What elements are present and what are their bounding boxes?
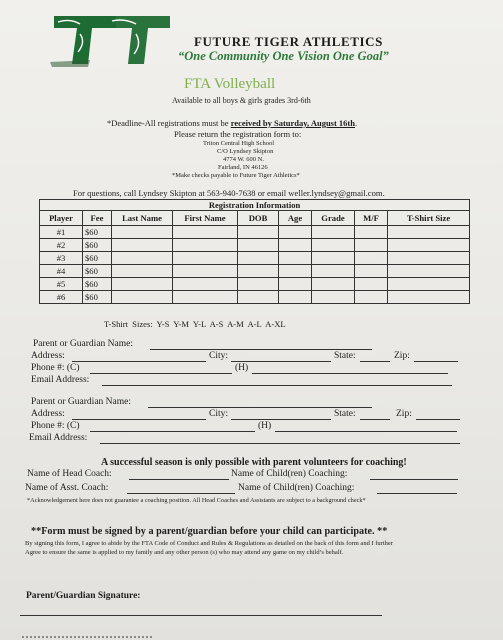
age-cell[interactable]	[279, 265, 312, 278]
guardian1-name-label: Parent or Guardian Name:	[33, 339, 133, 349]
table-row	[40, 265, 470, 278]
first-name-cell[interactable]	[173, 226, 238, 239]
player-number: #3	[40, 252, 83, 265]
guardian1-city-label: City:	[209, 351, 229, 361]
age-cell[interactable]	[279, 226, 312, 239]
column-header: Last Name	[112, 211, 173, 226]
asst-coach-field[interactable]	[127, 493, 235, 494]
guardian1-name-field[interactable]	[150, 349, 372, 350]
column-header: DOB	[238, 211, 279, 226]
player-number: #1	[40, 226, 83, 239]
age-cell[interactable]	[279, 291, 312, 304]
slogan: “One Community One Vision One Goal”	[178, 49, 389, 63]
dob-cell[interactable]	[238, 265, 279, 278]
last-name-cell[interactable]	[112, 291, 173, 304]
last-name-cell[interactable]	[112, 252, 173, 265]
event-title: FTA Volleyball	[184, 76, 276, 92]
column-header: T-Shirt Size	[388, 211, 470, 226]
address-line: C/O Lyndsey Skipton	[217, 148, 274, 155]
guardian1-state-field[interactable]	[360, 361, 390, 362]
guardian1-zip-label: Zip:	[394, 351, 410, 361]
player-fee: $60	[83, 291, 112, 304]
tshirt-size-cell[interactable]	[388, 226, 470, 239]
player-fee: $60	[83, 226, 112, 239]
availability-note: Available to all boys & girls grades 3rd-6th	[172, 96, 311, 105]
guardian1-state-label: State:	[334, 351, 356, 361]
grade-cell[interactable]	[312, 226, 355, 239]
guardian2-address-field[interactable]	[72, 419, 206, 420]
tshirt-size-options: T-Shirt Sizes: Y-S Y-M Y-L A-S A-M A-L A-XL	[104, 319, 286, 329]
guardian2-zip-label: Zip:	[396, 409, 412, 419]
address-line: 4774 W. 600 N.	[223, 156, 264, 163]
tshirt-size-cell[interactable]	[388, 291, 470, 304]
tshirt-size-cell[interactable]	[388, 252, 470, 265]
gender-cell[interactable]	[355, 239, 388, 252]
column-header: Grade	[312, 211, 355, 226]
last-name-cell[interactable]	[112, 278, 173, 291]
guardian2-city-label: City:	[209, 409, 229, 419]
deadline-notice	[107, 118, 357, 128]
grade-cell[interactable]	[312, 265, 355, 278]
guardian2-state-label: State:	[334, 409, 356, 419]
address-line: *Make checks payable to Future Tiger Athletics*	[172, 172, 300, 179]
guardian2-home-phone-field[interactable]	[275, 431, 457, 432]
guardian1-address-label: Address:	[31, 351, 65, 361]
last-name-cell[interactable]	[112, 226, 173, 239]
table-row	[40, 252, 470, 265]
age-cell[interactable]	[279, 278, 312, 291]
guardian1-phone-home-label: (H)	[235, 363, 249, 373]
deadline-suffix: .	[355, 118, 358, 128]
guardian1-email-field[interactable]	[102, 385, 452, 386]
first-name-cell[interactable]	[173, 291, 238, 304]
dob-cell[interactable]	[238, 226, 279, 239]
column-header: M/F	[355, 211, 388, 226]
table-row	[40, 291, 470, 304]
grade-cell[interactable]	[312, 278, 355, 291]
head-coach-field[interactable]	[129, 479, 229, 480]
registration-table-title: Registration Information	[40, 200, 470, 211]
partial-next-line	[22, 636, 152, 638]
dob-cell[interactable]	[238, 291, 279, 304]
guardian2-email-field[interactable]	[100, 443, 460, 444]
guardian2-zip-field[interactable]	[416, 419, 460, 420]
gender-cell[interactable]	[355, 226, 388, 239]
guardian1-email-label: Email Address:	[31, 375, 90, 385]
first-name-cell[interactable]	[173, 252, 238, 265]
head-coach-children-field[interactable]	[370, 479, 458, 480]
address-line: Fairland, IN 46126	[218, 164, 268, 171]
player-number: #6	[40, 291, 83, 304]
first-name-cell[interactable]	[173, 265, 238, 278]
table-row	[40, 239, 470, 252]
guardian2-address-label: Address:	[31, 409, 65, 419]
grade-cell[interactable]	[312, 291, 355, 304]
guardian2-phone-home-label: (H)	[258, 421, 272, 431]
return-instructions: Please return the registration form to:	[174, 129, 302, 139]
player-fee: $60	[83, 239, 112, 252]
table-row	[40, 226, 470, 239]
signature-agreement	[25, 540, 495, 557]
guardian1-address-field[interactable]	[72, 361, 206, 362]
guardian2-phone-label: Phone #: (C)	[31, 421, 80, 431]
age-cell[interactable]	[279, 239, 312, 252]
last-name-cell[interactable]	[112, 265, 173, 278]
column-header: Player	[40, 211, 83, 226]
head-coach-children-label: Name of Child(ren) Coaching:	[231, 469, 348, 479]
gender-cell[interactable]	[355, 278, 388, 291]
agreement-line-2: Agree to ensure the same is applied to my family and any other person (s) who may attend any game on my child’s behalf.	[25, 548, 344, 556]
guardian2-email-label: Email Address:	[29, 433, 88, 443]
guardian1-cell-phone-field[interactable]	[90, 373, 232, 374]
head-coach-label: Name of Head Coach:	[27, 469, 112, 479]
organization-name: FUTURE TIGER ATHLETICS	[194, 34, 383, 49]
asst-coach-children-label: Name of Child(ren) Coaching:	[238, 483, 355, 493]
gender-cell[interactable]	[355, 265, 388, 278]
agreement-line-1: By signing this form, I agree to abide by the FTA Code of Conduct and Rules & Regulations as detailed on the back of this form and I further	[25, 540, 393, 547]
coaching-acknowledgement: *Acknowledgement here does not guarantee a coaching position. All Head Coaches and Assistants are subject to a background check*	[27, 497, 366, 504]
guardian1-city-field[interactable]	[231, 361, 331, 362]
address-line: Triton Central High School	[203, 140, 275, 147]
last-name-cell[interactable]	[112, 239, 173, 252]
grade-cell[interactable]	[312, 252, 355, 265]
guardian2-city-field[interactable]	[231, 419, 331, 420]
tshirt-size-cell[interactable]	[388, 265, 470, 278]
age-cell[interactable]	[279, 252, 312, 265]
tshirt-size-cell[interactable]	[388, 278, 470, 291]
column-header: First Name	[173, 211, 238, 226]
player-fee: $60	[83, 265, 112, 278]
asst-coach-children-field[interactable]	[377, 493, 457, 494]
guardian2-cell-phone-field[interactable]	[90, 431, 255, 432]
registration-table	[39, 199, 470, 304]
tshirt-size-cell[interactable]	[388, 239, 470, 252]
column-header: Fee	[83, 211, 112, 226]
player-number: #4	[40, 265, 83, 278]
first-name-cell[interactable]	[173, 278, 238, 291]
gender-cell[interactable]	[355, 252, 388, 265]
guardian1-phone-label: Phone #: (C)	[31, 363, 80, 373]
guardian2-state-field[interactable]	[360, 419, 390, 420]
gender-cell[interactable]	[355, 291, 388, 304]
grade-cell[interactable]	[312, 239, 355, 252]
guardian2-name-label: Parent or Guardian Name:	[31, 397, 131, 407]
contact-info: For questions, call Lyndsey Skipton at 563-940-7638 or email weller.lyndsey@gmail.com.	[73, 188, 385, 198]
player-fee: $60	[83, 252, 112, 265]
dob-cell[interactable]	[238, 239, 279, 252]
player-number: #2	[40, 239, 83, 252]
guardian1-home-phone-field[interactable]	[252, 373, 448, 374]
deadline-date: received by Saturday, August 16th	[230, 118, 355, 128]
dob-cell[interactable]	[238, 252, 279, 265]
signature-label: Parent/Guardian Signature:	[26, 591, 141, 601]
signature-field[interactable]	[20, 615, 382, 616]
guardian1-zip-field[interactable]	[414, 361, 458, 362]
first-name-cell[interactable]	[173, 239, 238, 252]
signature-requirement: **Form must be signed by a parent/guardian before your child can participate. **	[31, 526, 388, 537]
asst-coach-label: Name of Asst. Coach:	[25, 483, 109, 493]
dob-cell[interactable]	[238, 278, 279, 291]
future-tiger-logo	[50, 12, 175, 68]
table-row	[40, 278, 470, 291]
column-header: Age	[279, 211, 312, 226]
volunteer-headline: A successful season is only possible with parent volunteers for coaching!	[101, 457, 407, 468]
player-fee: $60	[83, 278, 112, 291]
deadline-prefix: *Deadline-All registrations must be	[107, 118, 231, 128]
player-number: #5	[40, 278, 83, 291]
guardian2-name-field[interactable]	[148, 407, 372, 408]
